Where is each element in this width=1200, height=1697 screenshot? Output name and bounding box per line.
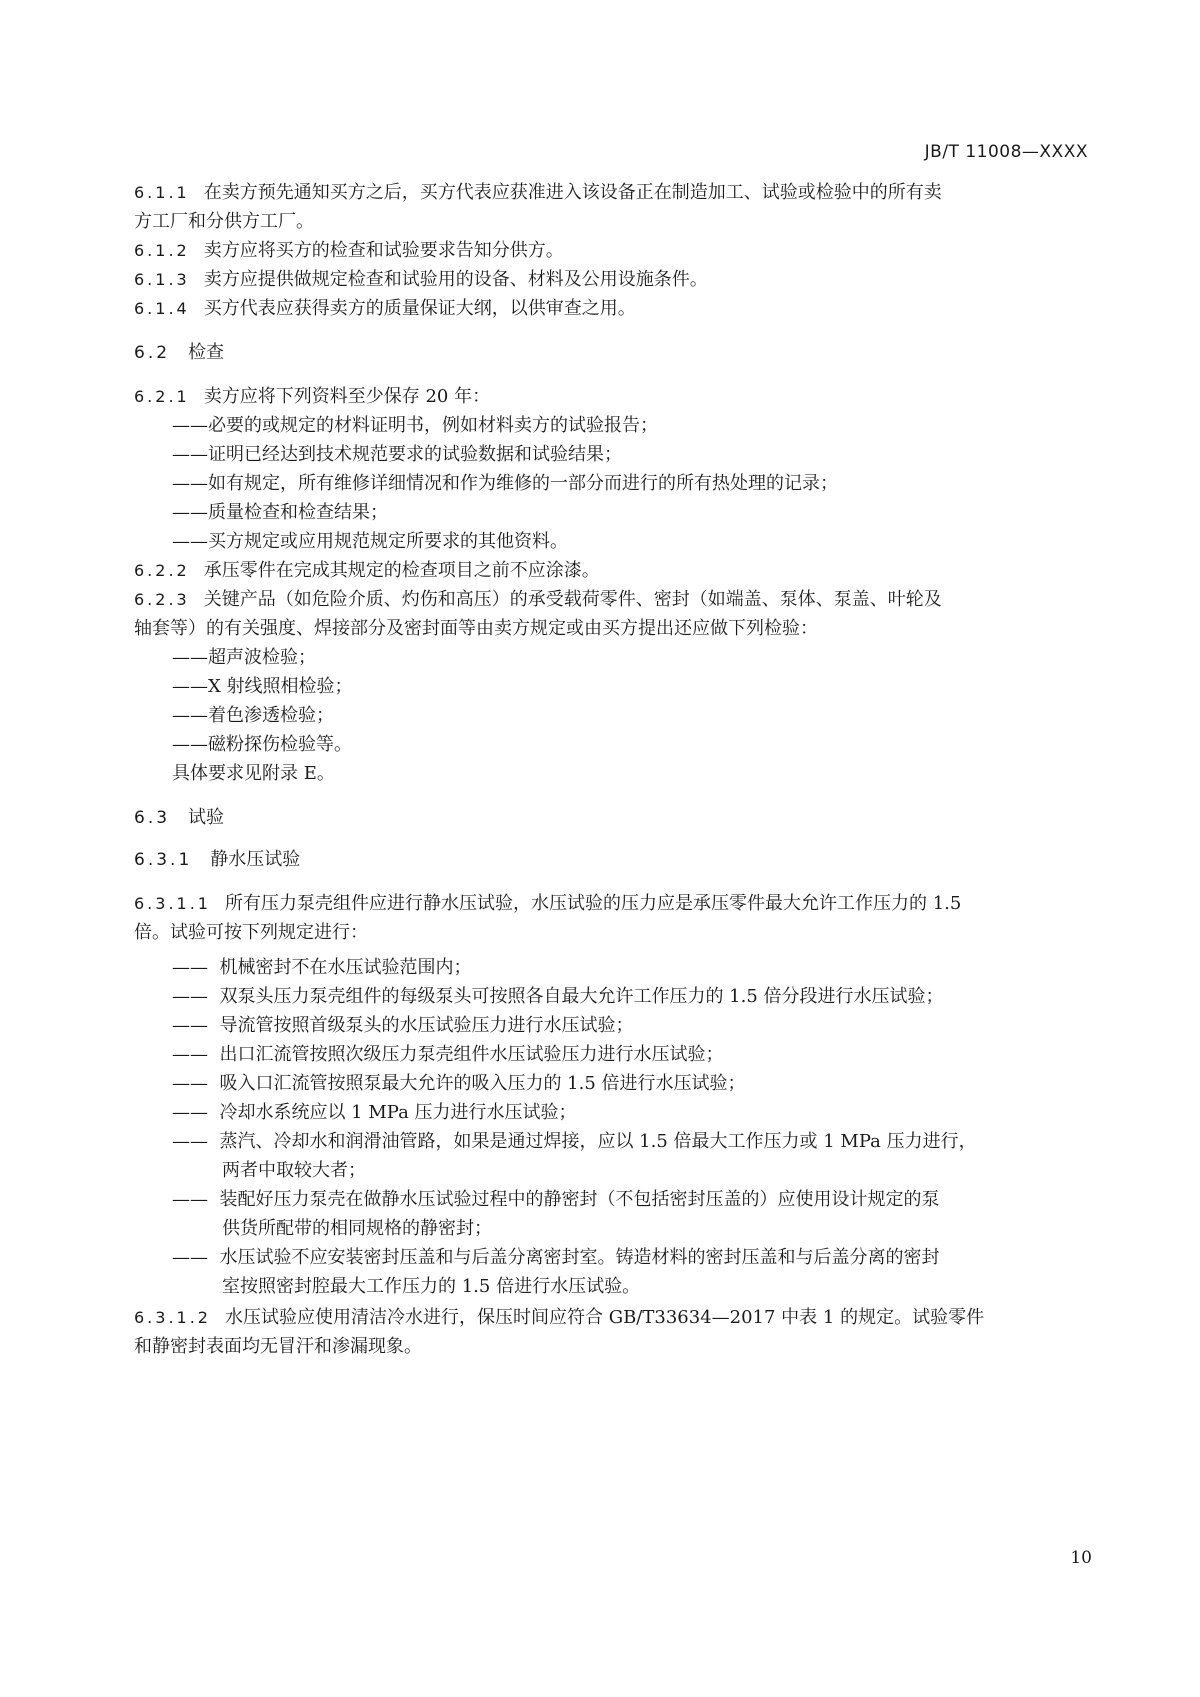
list-dash: —— [172, 1102, 208, 1123]
list-dash: —— [172, 1044, 208, 1065]
list-item: ——着色渗透检验； [172, 705, 334, 726]
list-item [172, 1101, 577, 1125]
list-item [172, 1014, 633, 1038]
clause-6-3-1-2-cont: 和静密封表面均无冒汗和渗漏现象。 [134, 1336, 422, 1357]
list-text: 双泵头压力泵壳组件的每级泵头可按照各自最大允许工作压力的 1.5 倍分段进行水压试验； [219, 986, 944, 1007]
list-dash: —— [172, 1073, 208, 1094]
clause-number: 6.2.1 [134, 387, 190, 406]
clause-number: 6.1.4 [134, 299, 190, 318]
clause-number: 6.1.2 [134, 241, 190, 260]
clause-6-3-1-1-cont: 倍。试验可按下列规定进行： [134, 922, 368, 943]
list-item: ——超声波检验； [172, 647, 316, 668]
clause-6-1-4 [134, 297, 636, 321]
clause-number: 6.1.3 [134, 270, 190, 289]
list-text: 蒸汽、冷却水和润滑油管路，如果是通过焊接，应以 1.5 倍最大工作压力或 1 MPa 压力进行， [219, 1131, 977, 1152]
clause-6-1-2 [134, 239, 564, 263]
list-item [172, 956, 471, 980]
section-number: 6.3.1 [134, 850, 193, 870]
list-text: 吸入口汇流管按照泵最大允许的吸入压力的 1.5 倍进行水压试验； [219, 1073, 746, 1094]
clause-text: 承压零件在完成其规定的检查项目之前不应涂漆。 [203, 560, 600, 581]
list-item [172, 1130, 977, 1154]
list-item [172, 985, 944, 1009]
list-dash: —— [172, 986, 208, 1007]
clause-text: 关键产品（如危险介质、灼伤和高压）的承受载荷零件、密封（如端盖、泵体、泵盖、叶轮及 [203, 589, 942, 610]
clause-6-1-1-cont: 方工厂和分供方工厂。 [134, 211, 314, 232]
clause-number: 6.3.1.2 [134, 1308, 211, 1327]
clause-6-2-3-cont: 轴套等）的有关强度、焊接部分及密封面等由卖方规定或由买方提出还应做下列检验： [134, 618, 818, 639]
section-title: 试验 [188, 807, 225, 828]
list-text: 出口汇流管按照次级压力泵壳组件水压试验压力进行水压试验； [219, 1044, 724, 1065]
list-item [172, 1043, 723, 1067]
clause-6-1-1 [134, 181, 942, 205]
clause-text: 买方代表应获得卖方的质量保证大纲，以供审查之用。 [203, 298, 636, 319]
section-heading-6-3-1 [134, 848, 300, 872]
list-item [172, 1246, 939, 1270]
list-item: ——证明已经达到技术规范要求的试验数据和试验结果； [172, 444, 622, 465]
list-text: 冷却水系统应以 1 MPa 压力进行水压试验； [219, 1102, 577, 1123]
clause-text: 所有压力泵壳组件应进行静水压试验，水压试验的压力应是承压零件最大允许工作压力的 1.5 [224, 893, 962, 914]
section-title: 检查 [188, 342, 225, 363]
clause-number: 6.3.1.1 [134, 894, 211, 913]
clause-number: 6.1.1 [134, 183, 190, 202]
clause-number: 6.2.2 [134, 561, 190, 580]
clause-6-2-2 [134, 559, 600, 583]
clause-6-2-1 [134, 385, 490, 409]
list-text: 水压试验不应安装密封压盖和与后盖分离密封室。铸造材料的密封压盖和与后盖分离的密封 [219, 1247, 940, 1268]
clause-6-1-3 [134, 268, 708, 292]
list-dash: —— [172, 1189, 208, 1210]
list-item: ——买方规定或应用规范规定所要求的其他资料。 [172, 531, 568, 552]
clause-number: 6.2.3 [134, 590, 190, 609]
clause-6-3-1-2 [134, 1306, 984, 1330]
list-dash: —— [172, 1131, 208, 1152]
section-heading-6-2 [134, 341, 224, 365]
clause-6-2-3 [134, 588, 942, 612]
document-code: JB/T 11008—XXXX [924, 142, 1088, 162]
list-item-cont: 室按照密封腔最大工作压力的 1.5 倍进行水压试验。 [222, 1276, 641, 1297]
clause-text: 卖方应将下列资料至少保存 20 年： [203, 386, 491, 407]
clause-6-3-1-1 [134, 892, 961, 916]
clause-text: 卖方应将买方的检查和试验要求告知分供方。 [203, 240, 564, 261]
section-title: 静水压试验 [210, 849, 301, 870]
clause-text: 卖方应提供做规定检查和试验用的设备、材料及公用设施条件。 [203, 269, 708, 290]
clause-text: 在卖方预先通知买方之后，买方代表应获准进入该设备正在制造加工、试验或检验中的所有卖 [203, 182, 942, 203]
list-text: 导流管按照首级泵头的水压试验压力进行水压试验； [219, 1015, 634, 1036]
list-item-cont: 供货所配带的相同规格的静密封； [222, 1218, 492, 1239]
list-item [172, 1072, 746, 1096]
list-item-cont: 两者中取较大者； [222, 1160, 366, 1181]
list-dash: —— [172, 1247, 208, 1268]
list-item: ——必要的或规定的材料证明书，例如材料卖方的试验报告； [172, 415, 658, 436]
section-heading-6-3 [134, 806, 224, 830]
list-text: 机械密封不在水压试验范围内； [219, 957, 472, 978]
list-dash: —— [172, 1015, 208, 1036]
list-item: ——X 射线照相检验； [172, 676, 353, 697]
list-item: ——质量检查和检查结果； [172, 502, 388, 523]
list-item: ——如有规定，所有维修详细情况和作为维修的一部分而进行的所有热处理的记录； [172, 473, 838, 494]
section-number: 6.3 [134, 808, 171, 828]
clause-note: 具体要求见附录 E。 [172, 763, 335, 784]
list-dash: —— [172, 957, 208, 978]
list-item: ——磁粉探伤检验等。 [172, 734, 352, 755]
list-text: 装配好压力泵壳在做静水压试验过程中的静密封（不包括密封压盖的）应使用设计规定的泵 [219, 1189, 940, 1210]
clause-text: 水压试验应使用清洁冷水进行，保压时间应符合 GB/T33634—2017 中表 1 的规定。试验零件 [224, 1307, 985, 1328]
page-number: 10 [1070, 1548, 1092, 1568]
section-number: 6.2 [134, 343, 171, 363]
list-item [172, 1188, 939, 1212]
